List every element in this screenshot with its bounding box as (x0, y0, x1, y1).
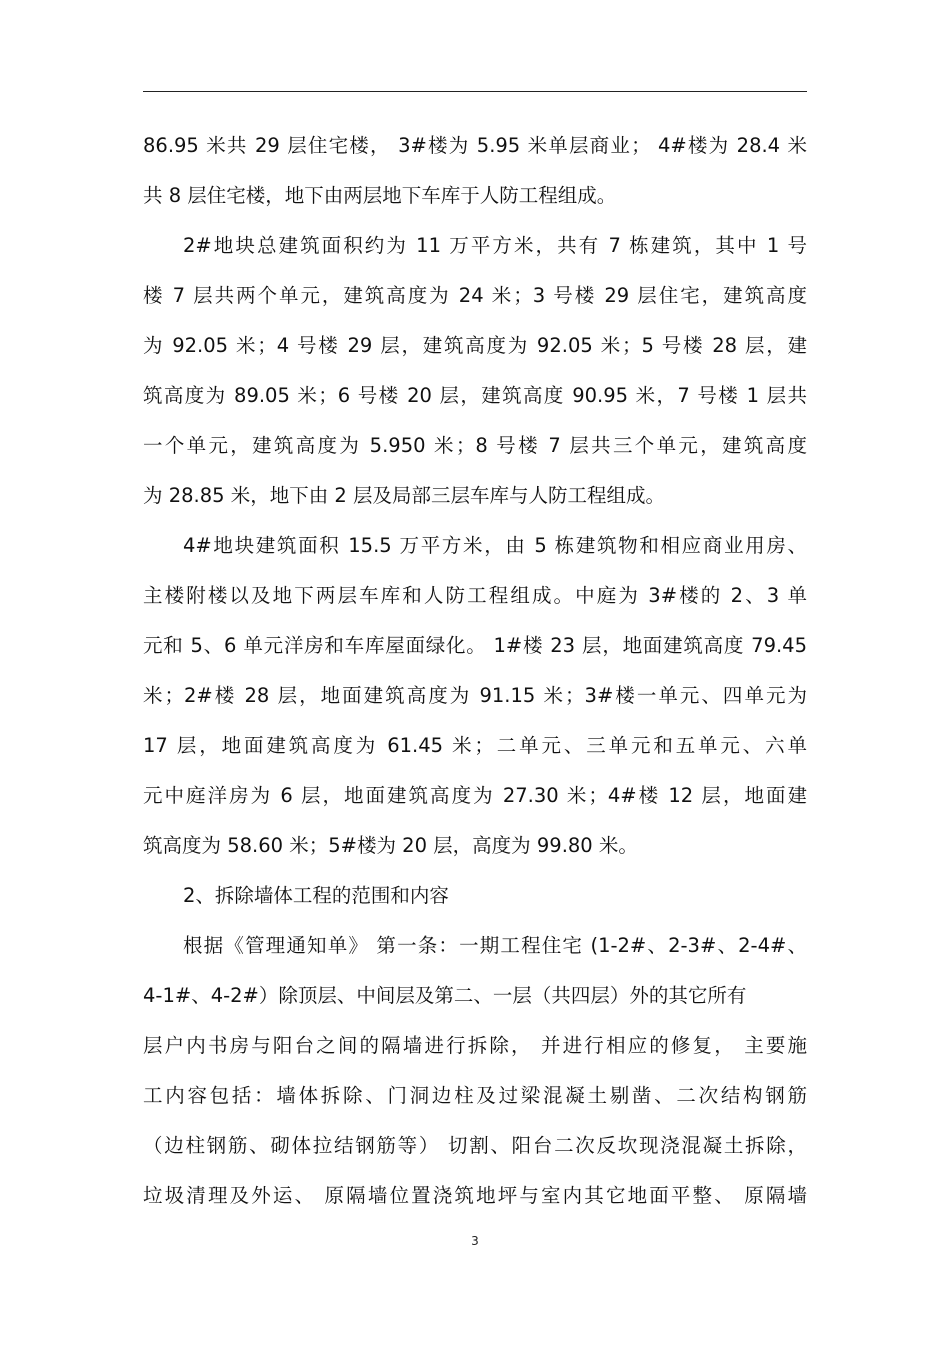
header-rule (143, 91, 807, 92)
text-line: 主楼附楼以及地下两层车库和人防工程组成。中庭为 3#楼的 2、3 单 (143, 584, 807, 607)
text-line: 根据《管理通知单》 第一条：一期工程住宅 (1-2#、2-3#、2-4#、 (183, 934, 807, 957)
text-line: 米；2#楼 28 层，地面建筑高度为 91.15 米；3#楼一单元、四单元为 (143, 684, 807, 707)
text-line: 层户内书房与阳台之间的隔墙进行拆除， 并进行相应的修复， 主要施 (143, 1034, 807, 1057)
text-line: 17 层，地面建筑高度为 61.45 米；二单元、三单元和五单元、六单 (143, 734, 807, 757)
text-line: 4-1#、4-2#）除顶层、中间层及第二、一层（共四层）外的其它所有 (143, 984, 747, 1007)
body-text (143, 121, 807, 1221)
text-line: （边柱钢筋、砌体拉结钢筋等） 切割、阳台二次反坎现浇混凝土拆除， (143, 1134, 807, 1157)
text-line: 元中庭洋房为 6 层，地面建筑高度为 27.30 米；4#楼 12 层，地面建 (143, 784, 807, 807)
text-line: 楼 7 层共两个单元，建筑高度为 24 米；3 号楼 29 层住宅，建筑高度 (143, 284, 807, 307)
text-line: 共 8 层住宅楼，地下由两层地下车库于人防工程组成。 (143, 184, 617, 207)
text-line: 工内容包括：墙体拆除、门洞边柱及过梁混凝土剔凿、二次结构钢筋 (143, 1084, 807, 1107)
text-line: 4#地块建筑面积 15.5 万平方米，由 5 栋建筑物和相应商业用房、 (183, 534, 807, 557)
text-line: 筑高度为 58.60 米；5#楼为 20 层，高度为 99.80 米。 (143, 834, 638, 857)
text-line: 为 28.85 米，地下由 2 层及局部三层车库与人防工程组成。 (143, 484, 666, 507)
page-number: 3 (471, 1234, 479, 1248)
text-line: 筑高度为 89.05 米；6 号楼 20 层，建筑高度 90.95 米，7 号楼 1 层共 (143, 384, 807, 407)
text-line: 86.95 米共 29 层住宅楼， 3#楼为 5.95 米单层商业； 4#楼为 28.4 米 (143, 134, 807, 157)
section-heading: 2、拆除墙体工程的范围和内容 (183, 884, 449, 907)
text-line: 一个单元，建筑高度为 5.950 米；8 号楼 7 层共三个单元，建筑高度 (143, 434, 807, 457)
text-line: 垃圾清理及外运、 原隔墙位置浇筑地坪与室内其它地面平整、 原隔墙 (143, 1184, 807, 1207)
text-line: 元和 5、6 单元洋房和车库屋面绿化。 1#楼 23 层，地面建筑高度 79.45 (143, 634, 807, 657)
text-line: 2#地块总建筑面积约为 11 万平方米，共有 7 栋建筑，其中 1 号 (183, 234, 807, 257)
text-line: 为 92.05 米；4 号楼 29 层，建筑高度为 92.05 米；5 号楼 28 层，建 (143, 334, 807, 357)
